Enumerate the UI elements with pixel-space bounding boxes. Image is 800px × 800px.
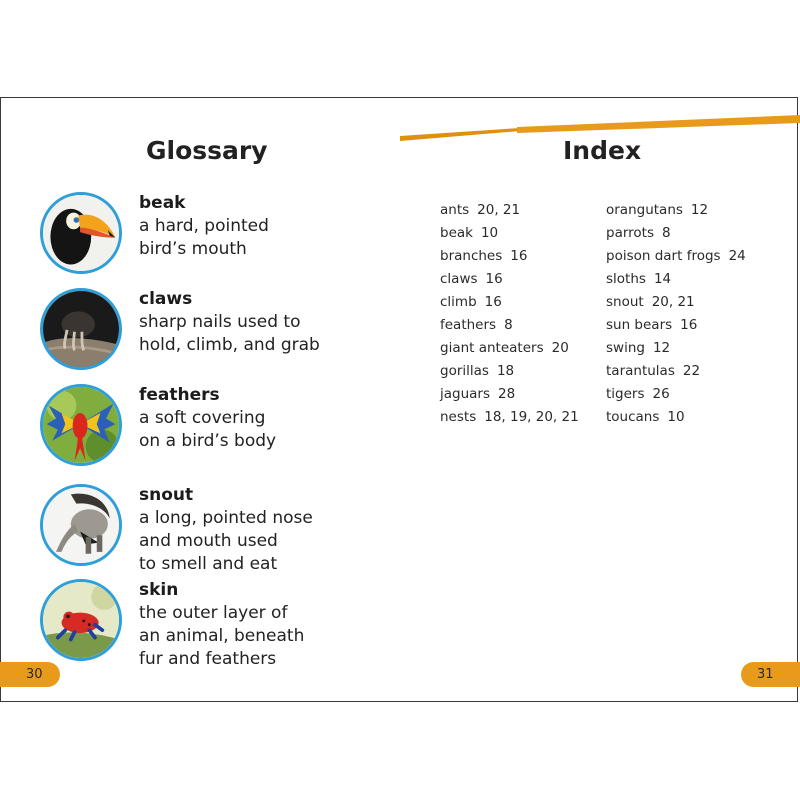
index-term: gorillas [440, 363, 489, 379]
index-pages: 20, 21 [477, 202, 521, 218]
glossary-term-word: beak [139, 193, 186, 213]
index-pages: 16 [485, 271, 503, 287]
index-pages: 20 [551, 340, 569, 356]
index-term: sun bears [606, 317, 673, 333]
index-column-2 [606, 199, 746, 429]
index-entry [606, 314, 746, 337]
poison-dart-frog-photo [40, 579, 122, 661]
glossary-term-definition-line: a soft covering [139, 408, 266, 428]
index-entry [606, 383, 746, 406]
sloth-claws-photo [40, 288, 122, 370]
index-pages: 28 [498, 386, 516, 402]
index-entry [606, 406, 746, 429]
index-pages: 26 [652, 386, 670, 402]
glossary-term-definition-line: hold, climb, and grab [139, 335, 320, 355]
index-term: ants [440, 202, 470, 218]
index-pages: 18, 19, 20, 21 [484, 409, 579, 425]
index-pages: 12 [690, 202, 709, 218]
index-entry [606, 222, 746, 245]
glossary-term-definition-line: fur and feathers [139, 649, 277, 669]
index-entry [440, 199, 579, 222]
glossary-term-word: skin [139, 580, 179, 600]
index-term: beak [440, 225, 473, 241]
page-number-right: 31 [741, 662, 800, 687]
index-term: branches [440, 248, 503, 264]
index-term: swing [606, 340, 645, 356]
index-entry [606, 268, 746, 291]
glossary-term-definition-line: the outer layer of [139, 603, 288, 623]
index-pages: 16 [510, 248, 528, 264]
glossary-title: Glossary [146, 136, 268, 165]
index-pages: 20, 21 [651, 294, 695, 310]
index-pages: 12 [652, 340, 671, 356]
index-pages: 24 [728, 248, 746, 264]
index-term: sloths [606, 271, 646, 287]
index-entry [440, 222, 579, 245]
index-term: climb [440, 294, 477, 310]
glossary-term-definition-line: on a bird’s body [139, 431, 277, 451]
index-term: feathers [440, 317, 497, 333]
index-term: jaguars [440, 386, 491, 402]
glossary-term-definition-line: and mouth used [139, 531, 278, 551]
index-pages: 16 [484, 294, 502, 310]
index-column-1 [440, 199, 579, 429]
index-term: giant anteaters [440, 340, 544, 356]
index-entry [440, 383, 579, 406]
macaw-photo [40, 384, 122, 466]
glossary-term-word: snout [139, 485, 194, 505]
index-term: toucans [606, 409, 660, 425]
glossary-term-definition-line: to smell and eat [139, 554, 278, 574]
glossary-term-definition-line: bird’s mouth [139, 239, 247, 259]
index-entry [440, 291, 579, 314]
index-pages: 16 [680, 317, 698, 333]
index-entry [606, 291, 746, 314]
index-entry [606, 360, 746, 383]
index-entry [440, 406, 579, 429]
index-entry [440, 245, 579, 268]
index-entry [440, 337, 579, 360]
toucan-photo [40, 192, 122, 274]
index-pages: 18 [496, 363, 515, 379]
index-entry [440, 268, 579, 291]
page-number-left: 30 [0, 662, 60, 687]
glossary-term-definition-line: an animal, beneath [139, 626, 305, 646]
glossary-term-definition-line: a long, pointed nose [139, 508, 313, 528]
index-term: tigers [606, 386, 645, 402]
index-term: orangutans [606, 202, 683, 218]
index-entry [440, 314, 579, 337]
index-term: snout [606, 294, 644, 310]
index-pages: 14 [653, 271, 672, 287]
index-pages: 8 [504, 317, 513, 333]
index-term: poison dart frogs [606, 248, 721, 264]
index-entry [606, 337, 746, 360]
glossary-term-definition-line: sharp nails used to [139, 312, 301, 332]
index-title: Index [563, 136, 642, 165]
index-entry [606, 245, 746, 268]
index-term: parrots [606, 225, 654, 241]
index-pages: 10 [480, 225, 499, 241]
index-pages: 22 [682, 363, 701, 379]
index-entry [606, 199, 746, 222]
glossary-term-definition-line: a hard, pointed [139, 216, 269, 236]
index-pages: 10 [667, 409, 685, 425]
index-pages: 8 [662, 225, 671, 241]
anteater-photo [40, 484, 122, 566]
index-entry [440, 360, 579, 383]
index-term: tarantulas [606, 363, 675, 379]
glossary-term-word: claws [139, 289, 193, 309]
index-term: claws [440, 271, 478, 287]
index-term: nests [440, 409, 477, 425]
glossary-term-word: feathers [139, 385, 220, 405]
